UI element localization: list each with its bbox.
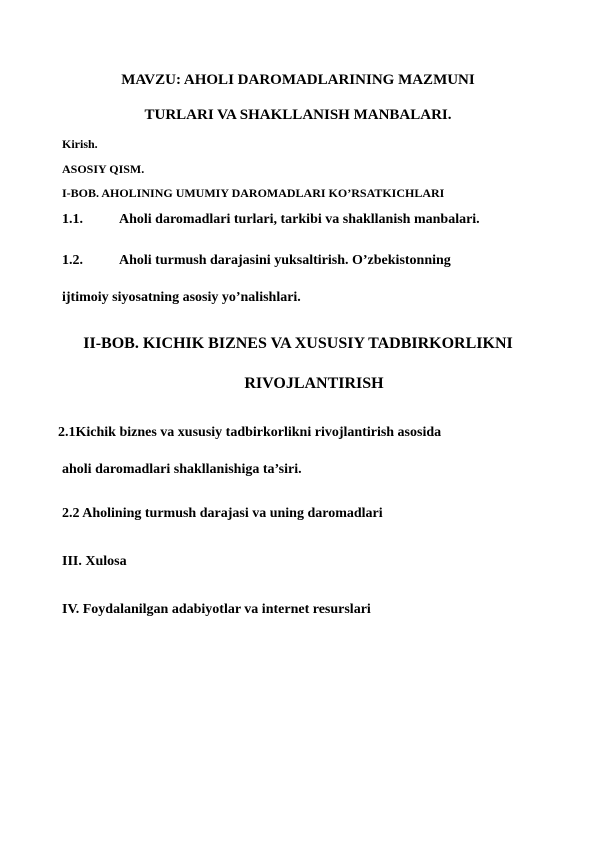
- item-1-2-number: 1.2.: [62, 253, 83, 268]
- item-2-1-continuation: aholi daromadlari shakllanishiga ta’siri.: [62, 462, 302, 477]
- intro-heading: Kirish.: [62, 137, 98, 151]
- item-1-2-text: Aholi turmush darajasini yuksaltirish. O’zbekistonning: [119, 253, 451, 268]
- title-line-2: TURLARI VA SHAKLLANISH MANBALARI.: [144, 107, 452, 123]
- item-2-1-text: 2.1Kichik biznes va xususiy tadbirkorlikni rivojlantirish asosida: [58, 425, 442, 440]
- chapter-1-heading: I-BOB. AHOLINING UMUMIY DAROMADLARI KO’RSATKICHLARI: [62, 186, 445, 200]
- chapter-2-heading-line-2: RIVOJLANTIRISH: [244, 375, 384, 392]
- item-2-2-text: 2.2 Aholining turmush darajasi va uning daromadlari: [62, 506, 383, 521]
- item-1-1-text: Aholi daromadlari turlari, tarkibi va shakllanish manbalari.: [119, 212, 480, 227]
- references-heading: IV. Foydalanilgan adabiyotlar va internet resurslari: [62, 602, 371, 617]
- main-part-heading: ASOSIY QISM.: [62, 162, 145, 176]
- title-line-1: MAVZU: AHOLI DAROMADLARINING MAZMUNI: [121, 72, 475, 88]
- item-1-1-number: 1.1.: [62, 212, 83, 227]
- chapter-2-heading-line-1: II-BOB. KICHIK BIZNES VA XUSUSIY TADBIRKORLIKNI: [83, 335, 513, 352]
- conclusion-heading: III. Xulosa: [62, 554, 127, 569]
- item-1-2-continuation: ijtimoiy siyosatning asosiy yo’nalishlari.: [62, 290, 301, 305]
